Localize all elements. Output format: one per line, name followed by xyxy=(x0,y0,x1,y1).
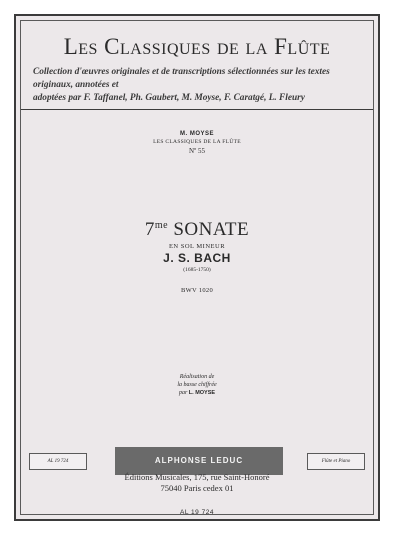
credit-by-name: L. MOYSE xyxy=(188,390,216,396)
work-ordinal: 7 xyxy=(144,219,155,240)
series-title: Les Classiques de la Flûte xyxy=(63,34,331,59)
edition-number: Nº 55 xyxy=(189,147,205,155)
work-ordinal-suffix: me xyxy=(154,220,169,231)
publisher-name: ALPHONSE LEDUC xyxy=(115,447,283,475)
work-title xyxy=(21,219,373,241)
editor-name: M. MOYSE xyxy=(179,131,214,137)
composer-name: J. S. BACH xyxy=(163,251,231,265)
realization-credit xyxy=(21,373,373,397)
credit-line-2: la basse chiffrée xyxy=(177,382,217,388)
collection-line-2: adoptées par F. Taffanel, Ph. Gaubert, M. Moyse, F. Caratgé, L. Fleury xyxy=(33,93,305,103)
catalog-number: AL 19 724 xyxy=(180,509,214,516)
address-line-2: 75040 Paris cedex 01 xyxy=(160,483,234,493)
publisher-address xyxy=(21,472,373,494)
instrumentation-box: Flûte et Piano xyxy=(307,453,365,470)
score-cover xyxy=(14,14,380,521)
collection-line-1: Collection d'œuvres originales et de transcriptions sélectionnées sur les textes originaux, annotées et xyxy=(33,67,330,90)
series-header xyxy=(21,21,373,110)
cover-frame xyxy=(20,20,374,515)
credit-line-1: Réalisation de xyxy=(179,374,215,380)
credit-by-prefix: par xyxy=(178,390,188,396)
address-line-1: Éditions Musicales, 175, rue Saint-Honoré xyxy=(124,472,270,482)
collection-description xyxy=(33,66,361,105)
left-label-box: AL 19 724 xyxy=(29,453,87,470)
work-key: EN SOL MINEUR xyxy=(168,243,226,250)
bwv-number: BWV 1020 xyxy=(180,287,214,294)
edition-series: LES CLASSIQUES DE LA FLÛTE xyxy=(153,139,241,145)
composer-dates: (1685-1750) xyxy=(183,267,211,273)
work-title-text: SONATE xyxy=(168,219,250,240)
